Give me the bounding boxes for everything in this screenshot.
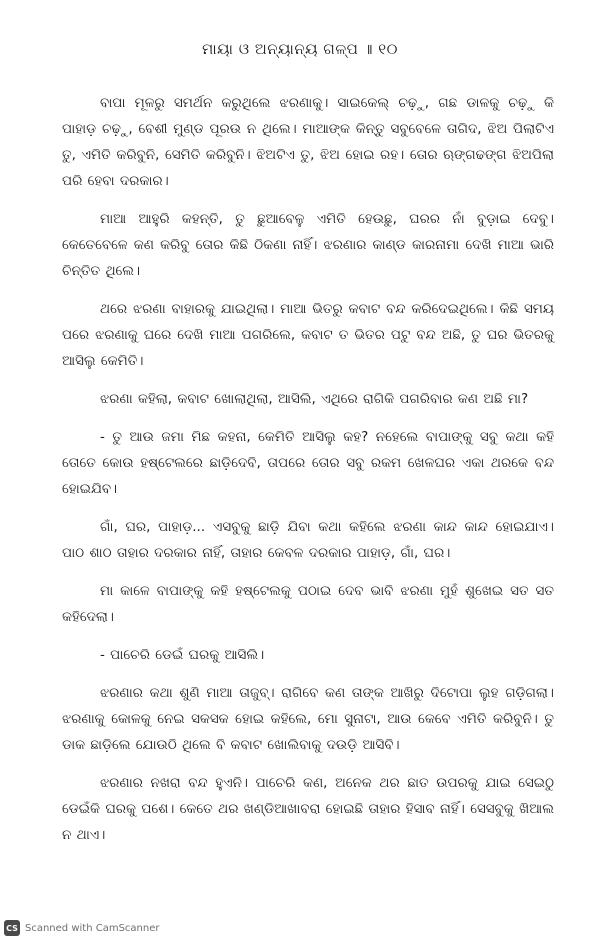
- paragraph-5: - ତୁ ଆଉ ଜମା ମିଛ କହନା, କେମିତି ଆସିଲୁ କହ? ନହେଲେ ବାପାଙ୍କୁ ସବୁ କଥା କହି ତୋତେ କୋଉ ହଷ୍ଟେଲରେ ଛାଡ଼ିଦେବି, ତାପରେ ତୋର ସବୁ ରକମ ଖେଳଘର ଏକା ଥରକେ ବନ୍ଦ ହୋଇଯିବ।: [62, 429, 554, 497]
- running-header: ମାୟା ଓ ଅନ୍ୟାନ୍ୟ ଗଳ୍ପ ॥ ୧୦: [202, 40, 398, 58]
- scanner-text: Scanned with CamScanner: [25, 922, 160, 934]
- paragraph-9: ଝରଣାର କଥା ଶୁଣି ମାଆ ତାଜୁବ୍। ରାଗିବେ କଣ ତାଙ୍କ ଆଖିରୁ ଦିଟୋପା ଲୁହ ଗଡ଼ିଗଲା। ଝରଣାକୁ କୋଳକୁ ନେଇ ସକସକ ହୋଇ କହିଲେ, ମୋ ସୁନାଟା, ଆଉ କେବେ ଏମିତି କରିବୁନି। ତୁ ଡାକ ଛାଡ଼ିଲେ ଯୋଉଠି ଥିଲେ ବି କବାଟ ଖୋଲିବାକୁ ଦଉଡ଼ି ଆସିବି।: [62, 685, 554, 753]
- paragraph-2: ମାଆ ଆହୁରି କହନ୍ତି, ତୁ ଛୁଆବେଳୁ ଏମିତି ହେଉଛୁ, ଘରର ନାଁ ବୁଡ଼ାଇ ଦେବୁ। କେତେବେଳେ କଣ କରିବୁ ତୋର କିଛି ଠିକଣା ନାହିଁ। ଝରଣାର କାଣ୍ଡ କାରନାମା ଦେଖି ମାଆ ଭାରି ଚିନ୍ତିତ ଥିଲେ।: [62, 211, 554, 279]
- paragraph-1: ବାପା ମୂଳରୁ ସମର୍ଥନ କରୁଥିଲେ ଝରଣାକୁ। ସାଇକେଲ୍ ଚଢ଼ୁ, ଗଛ ଡାଳକୁ ଚଢ଼ୁ କି ପାହାଡ଼ ଚଢ଼ୁ, ବେଶୀ ମୁଣ୍ଡ ପୂରଉ ନ ଥିଲେ। ମାଆଙ୍କ କିନ୍ତୁ ସବୁବେଳେ ତାଗିଦ, ଝିଅ ପିଲାଟିଏ ତୁ, ଏମିତି କରିବୁନି, ସେମିତି କରିବୁନି। ଝିଅଟିଏ ତୁ, ଝିଅ ହୋଇ ରହ। ତୋର ଋଙ୍ଗଢଙ୍ଗ ଝିଅପିଲା ପରି ହେବା ଦରକାର।: [62, 95, 554, 189]
- story-body: [62, 90, 554, 860]
- paragraph-8: - ପାଚେରି ଡେଇଁ ଘରକୁ ଆସିଲି।: [100, 647, 265, 663]
- paragraph-6: ଗାଁ, ଘର, ପାହାଡ଼... ଏସବୁକୁ ଛାଡ଼ି ଯିବା କଥା କହିଲେ ଝରଣା କାନ୍ଦ କାନ୍ଦ ହୋଇଯାଏ। ପାଠ ଶାଠ ତାହାର ଦରକାର ନାହିଁ, ତାହାର କେବଳ ଦରକାର ପାହାଡ଼, ଗାଁ, ଘର।: [62, 519, 554, 561]
- paragraph-4: ଝରଣା କହିଲା, କବାଟ ଖୋଲାଥିଲା, ଆସିଲି, ଏଥିରେ ରାଗିକି ପଗରିବାର କଣ ଅଛି ମା?: [100, 391, 529, 407]
- paragraph-7: ମା କାଳେ ବାପାଙ୍କୁ କହି ହଷ୍ଟେଲକୁ ପଠାଇ ଦେବ ଭାବି ଝରଣା ମୁହଁ ଶୁଖେଇ ସତ ସତ କହିଦେଲା।: [62, 583, 554, 625]
- camscanner-logo-icon: CS: [4, 920, 20, 936]
- paragraph-3: ଥରେ ଝରଣା ବାହାରକୁ ଯାଇଥିଲା। ମାଆ ଭିତରୁ କବାଟ ବନ୍ଦ କରିଦେଇଥିଲେ। କିଛି ସମୟ ପରେ ଝରଣାକୁ ଘରେ ଦେଖି ମାଆ ପଗରିଲେ, କବାଟ ତ ଭିତର ପଟୁ ବନ୍ଦ ଅଛି, ତୁ ଘର ଭିତରକୁ ଆସିଲୁ କେମିତି।: [62, 301, 554, 369]
- scanner-watermark: [4, 920, 160, 936]
- paragraph-10: ଝରଣାର ନଖରା ବନ୍ଦ ହୁଏନି। ପାଚେରି କଣ, ଅନେକ ଥର ଛାତ ଉପରକୁ ଯାଇ ସେଇଠୁ ଡେଇଁକି ଘରକୁ ପଶେ। କେତେ ଥର ଖଣ୍ଡିଆଖାବରା ହୋଇଛି ତାହାର ହିସାବ ନାହିଁ। ସେସବୁକୁ ଖିଆଲ ନ ଥାଏ।: [62, 775, 554, 843]
